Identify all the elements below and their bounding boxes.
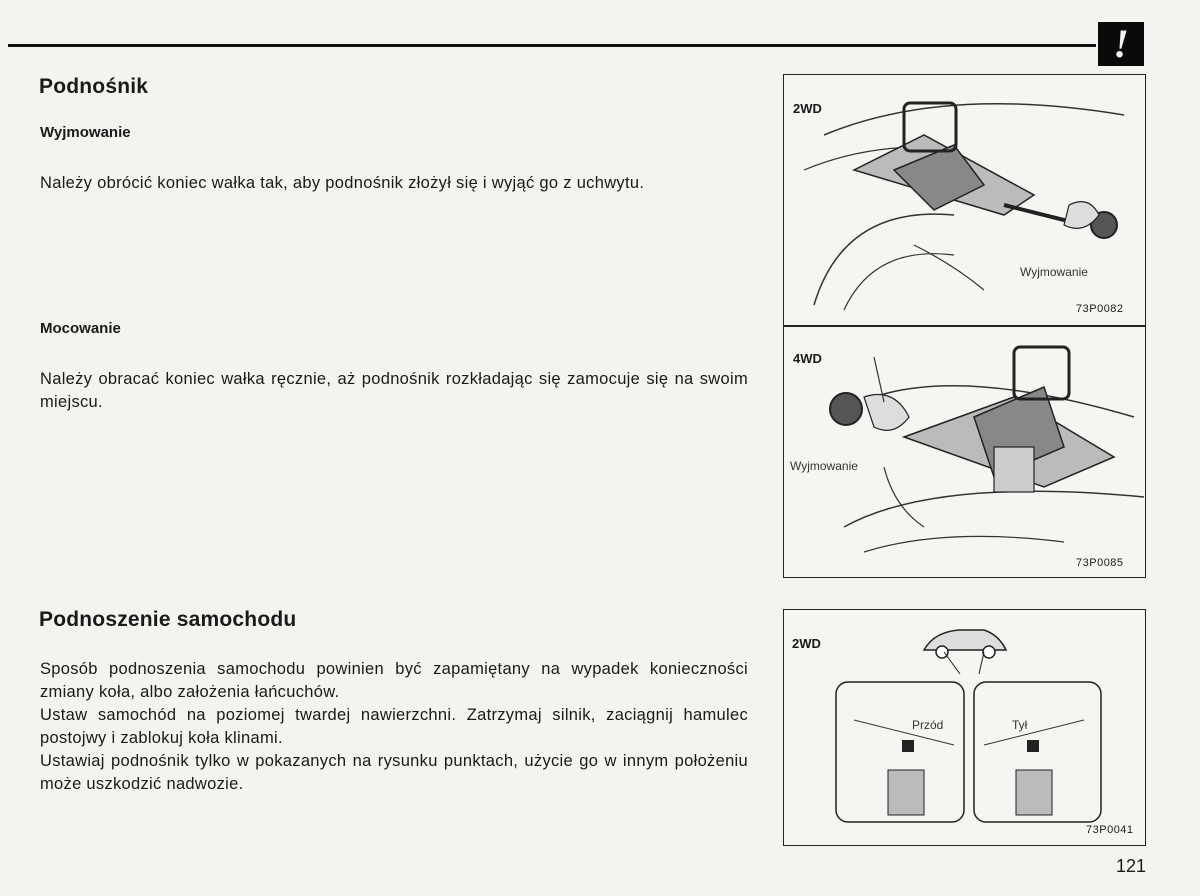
paragraph-mounting: Należy obracać koniec wałka ręcznie, aż podnośnik rozkładając się zamocuje się na swoim miejscu. bbox=[40, 370, 748, 411]
figure-code: 73P0082 bbox=[1076, 303, 1124, 315]
paragraph-lifting bbox=[40, 658, 748, 796]
section-title-lifting: Podnoszenie samochodu bbox=[39, 608, 297, 631]
label-front: Przód bbox=[912, 718, 944, 732]
warning-icon: ! bbox=[1098, 22, 1144, 66]
callout-removal: Wyjmowanie bbox=[1020, 265, 1088, 279]
label-rear: Tył bbox=[1012, 718, 1028, 732]
header-rule bbox=[8, 44, 1096, 47]
drive-tag: 2WD bbox=[793, 101, 822, 116]
figure-code: 73P0041 bbox=[1086, 824, 1134, 836]
jack-4wd-illustration bbox=[784, 327, 1144, 577]
subheading-removal: Wyjmowanie bbox=[40, 124, 131, 141]
subheading-mounting: Mocowanie bbox=[40, 320, 121, 337]
paragraph-lifting-3: Ustawiaj podnośnik tylko w pokazanych na rysunku punktach, użycie go w innym położeniu może uszkodzić nadwozie. bbox=[40, 752, 748, 793]
drive-tag: 2WD bbox=[792, 636, 821, 651]
jacking-points-illustration bbox=[784, 610, 1144, 845]
figure-4wd-jack-removal bbox=[783, 326, 1146, 578]
page-number: 121 bbox=[1116, 856, 1147, 876]
section-title-jack: Podnośnik bbox=[39, 75, 149, 98]
callout-removal: Wyjmowanie bbox=[790, 459, 858, 473]
figure-code: 73P0085 bbox=[1076, 557, 1124, 569]
figure-2wd-jack-removal bbox=[783, 74, 1146, 326]
paragraph-removal: Należy obrócić koniec wałka tak, aby podnośnik złożył się i wyjąć go z uchwytu. bbox=[40, 174, 645, 192]
figure-jacking-points bbox=[783, 609, 1146, 846]
jack-2wd-illustration bbox=[784, 75, 1144, 325]
paragraph-lifting-2: Ustaw samochód na poziomej twardej nawierzchni. Zatrzymaj silnik, zaciągnij hamulec postojwy i zablokuj koła klinami. bbox=[40, 706, 748, 747]
drive-tag: 4WD bbox=[793, 351, 822, 366]
paragraph-lifting-1: Sposób podnoszenia samochodu powinien być zapamiętany na wypadek konieczności zmiany koła, albo założenia łańcuchów. bbox=[40, 660, 748, 701]
